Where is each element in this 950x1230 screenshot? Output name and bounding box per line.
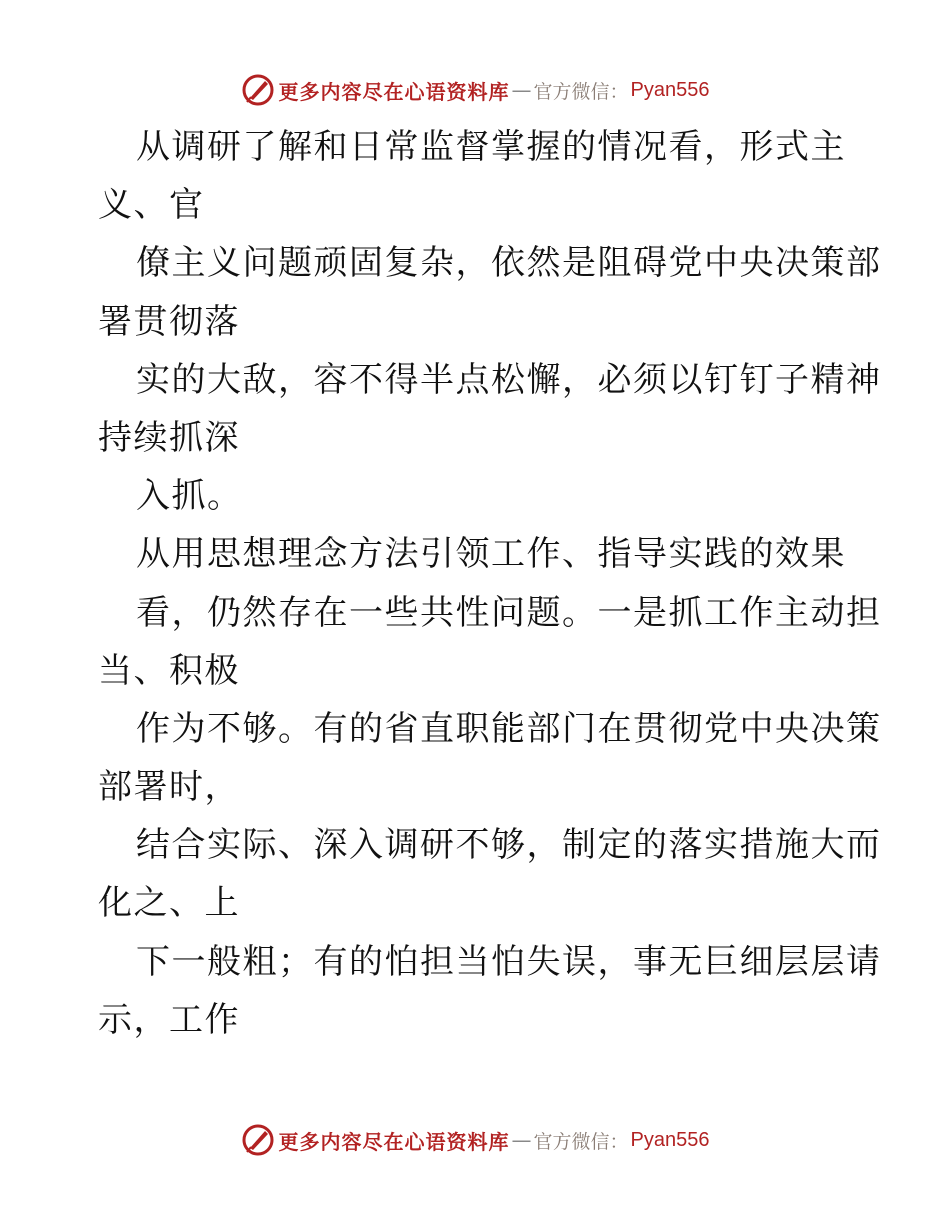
body-line: 从用思想理念方法引领工作、指导实践的效果 — [136, 534, 846, 575]
body-line: 僚主义问题顽固复杂，依然是阻碍党中央决策部 — [136, 243, 882, 284]
footer-wechat-id: Pyan556 — [630, 1128, 710, 1151]
body-line: 署贯彻落 — [98, 301, 240, 342]
quill-logo-icon — [241, 73, 275, 107]
body-line: 当、积极 — [98, 650, 240, 691]
body-line: 持续抓深 — [98, 417, 240, 458]
header-wechat-id: Pyan556 — [630, 78, 710, 101]
body-line: 部署时， — [98, 767, 240, 808]
header-site-text: 更多内容尽在心语资料库 — [278, 79, 510, 104]
footer-site-text: 更多内容尽在心语资料库 — [278, 1129, 510, 1154]
footer-banner — [0, 1120, 950, 1160]
body-line: 入抓。 — [136, 476, 243, 517]
footer-wechat-label: 官方微信： — [533, 1130, 629, 1153]
body-line: 从调研了解和日常监督掌握的情况看，形式主 — [136, 127, 846, 167]
header-separator: — — [511, 78, 532, 102]
body-line: 化之、上 — [98, 883, 240, 924]
header-banner — [0, 70, 950, 110]
body-line: 下一般粗；有的怕担当怕失误，事无巨细层层请 — [136, 941, 882, 982]
body-line: 看，仍然存在一些共性问题。一是抓工作主动担 — [136, 592, 882, 633]
quill-logo-icon — [241, 1123, 275, 1157]
body-line: 义、官 — [98, 185, 205, 226]
document-body — [98, 118, 882, 1049]
body-line: 实的大敌，容不得半点松懈，必须以钉钉子精神 — [136, 359, 882, 400]
body-line: 示，工作 — [98, 999, 240, 1040]
body-line: 作为不够。有的省直职能部门在贯彻党中央决策 — [136, 708, 882, 749]
footer-separator: — — [511, 1128, 532, 1152]
header-wechat-label: 官方微信： — [533, 80, 629, 103]
body-line: 结合实际、深入调研不够，制定的落实措施大而 — [136, 825, 882, 866]
